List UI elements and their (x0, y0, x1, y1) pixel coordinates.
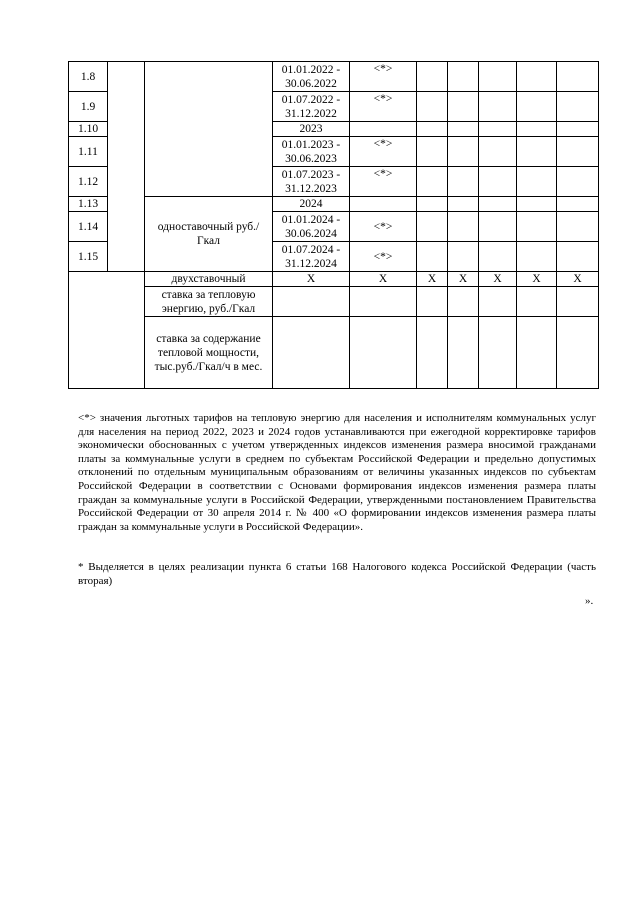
period-cell: 01.01.2023 - 30.06.2023 (273, 137, 350, 167)
blank-cell (69, 272, 145, 389)
period-cell: 01.07.2022 - 31.12.2022 (273, 92, 350, 122)
vat-footnote: * Выделяется в целях реализации пункта 6 статьи 168 Налогового кодекса Российской Федерации (часть вторая) (78, 561, 596, 587)
period-cell: 01.01.2022 - 30.06.2022 (273, 62, 350, 92)
table-row (69, 62, 599, 92)
table-row (69, 272, 599, 287)
x-cell: X (448, 272, 479, 287)
x-cell: X (517, 272, 557, 287)
x-cell: X (479, 272, 517, 287)
row-number: 1.9 (69, 92, 108, 122)
closing-quote: ». (585, 595, 594, 607)
x-cell: X (417, 272, 448, 287)
row-number: 1.10 (69, 122, 108, 137)
note-mark (350, 122, 417, 137)
x-cell: X (350, 272, 417, 287)
table-row (69, 197, 599, 212)
period-cell: 01.01.2024 - 30.06.2024 (273, 212, 350, 242)
note-mark: <*> (350, 62, 417, 92)
note-mark: <*> (350, 137, 417, 167)
two-rate-label: двухставочный (145, 272, 273, 287)
row-number: 1.15 (69, 242, 108, 272)
note-mark: <*> (350, 212, 417, 242)
period-cell: 2023 (273, 122, 350, 137)
x-cell: X (557, 272, 599, 287)
note-mark: <*> (350, 242, 417, 272)
star-footnote: <*> значения льготных тарифов на тепловую энергию для населения и исполнителям коммунальных услуг для населения на период 2022, 2023 и 2024 годов устанавливаются при ежегодной корректировке тарифов экономически обоснованных с учетом утвержденных индексов изменения размера вносимой гражданами платы за коммунальные услуги в среднем по субъектам Российской Федерации и предельно допустимых отклонений по отдельным муниципальным образованиям от величины указанных индексов по субъектам Российской Федерации в соответствии с Основами формирования индексов изменения размера платы граждан за коммунальные услуги в Российской Федерации, утвержденными постановлением Правительства Российской Федерации от 30 апреля 2014 г. № 400 «О формировании индексов изменения размера платы граждан за коммунальные услуги в Российской Федерации». (78, 412, 596, 533)
capacity-rate-label: ставка за содержание тепловой мощности, тыс.руб./Гкал/ч в мес. (145, 317, 273, 389)
tariff-table (68, 61, 599, 389)
one-rate-label: одноставочный руб./Гкал (145, 197, 273, 272)
row-number: 1.14 (69, 212, 108, 242)
period-cell: 01.07.2024 - 31.12.2024 (273, 242, 350, 272)
table-row (69, 287, 599, 317)
x-cell: X (273, 272, 350, 287)
heat-rate-label: ставка за тепловую энергию, руб./Гкал (145, 287, 273, 317)
row-number: 1.8 (69, 62, 108, 92)
blank-cell (108, 62, 145, 272)
row-number: 1.13 (69, 197, 108, 212)
note-mark: <*> (350, 167, 417, 197)
period-cell: 01.07.2023 - 31.12.2023 (273, 167, 350, 197)
row-number: 1.12 (69, 167, 108, 197)
period-cell: 2024 (273, 197, 350, 212)
row-number: 1.11 (69, 137, 108, 167)
blank-cell (145, 62, 273, 197)
note-mark: <*> (350, 92, 417, 122)
note-mark (350, 197, 417, 212)
table-row (69, 317, 599, 389)
